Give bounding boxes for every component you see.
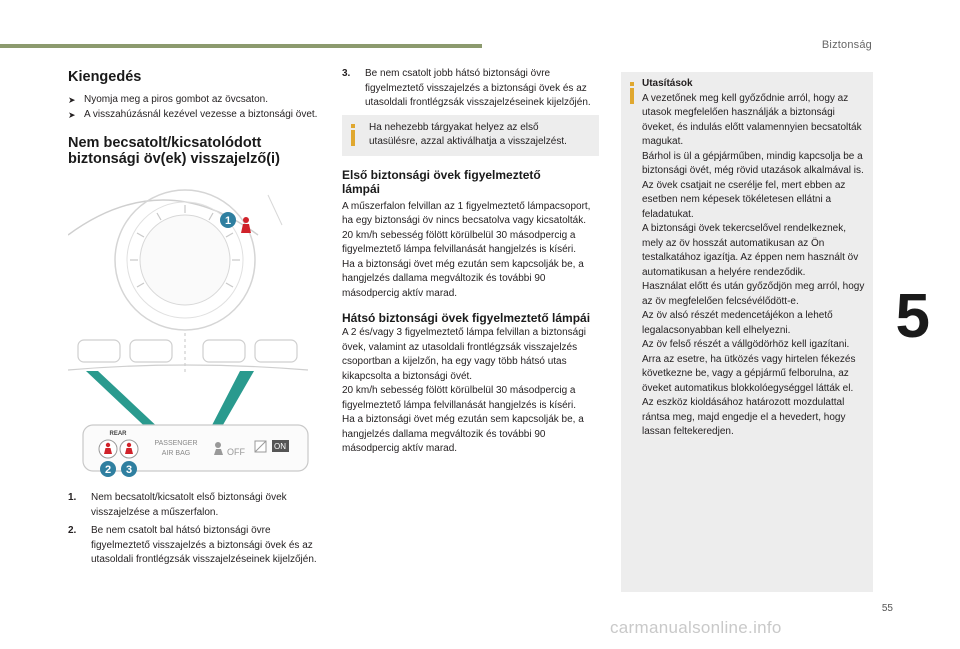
column-left	[68, 66, 318, 572]
release-item: ➤ Nyomja meg a piros gombot az övcsaton.	[68, 93, 318, 108]
indicator-heading: Nem becsatolt/kicsatolódott biztonsági öv(ek) visszajelző(i)	[68, 135, 280, 167]
page-number: 55	[881, 603, 893, 614]
legend-item-1: 1. Nem becsatolt/kicsatolt első biztonsági övek visszajelzése a műszerfalon.	[68, 492, 287, 518]
passenger-label: PASSENGER	[154, 440, 198, 447]
instructions-box	[621, 72, 873, 592]
front-lamps-heading: Első biztonsági övek figyelmeztető lámpái	[342, 167, 541, 196]
rear-label: REAR	[109, 431, 127, 437]
section-label: Biztonság	[821, 39, 872, 51]
rear-paragraph: A 2 és/vagy 3 figyelmeztető lámpa felvillan a biztonsági övek, valamint az utasoldali frontlégzsák visszajelzés csoportban a kijelzőn, ha egy vagy több hátsó utas kikapcsolta a biztonsági övét.	[342, 327, 587, 382]
seatbelt-indicator-illustration	[68, 175, 318, 485]
legend-list	[68, 491, 318, 568]
svg-text:OFF: OFF	[227, 447, 245, 457]
instructions-line: Használat előtt és után győződjön meg arról, hogy az öv megfelelően felcsévélődött-e.	[642, 281, 865, 307]
release-item: ➤ A visszahúzásnál kezével vezesse a biztonsági övet.	[68, 108, 318, 123]
svg-text:1: 1	[224, 215, 232, 227]
header-accent-bar	[0, 44, 482, 48]
instructions-line: A biztonsági övek tekercselővel rendelkeznek, mely az öv hosszát automatikusan az Ön testalkatához igazítja. Az éppen nem használt öv automatikusan a helyére rendeződik.	[642, 223, 859, 278]
chapter-number: 5	[895, 282, 930, 351]
info-text: Ha nehezebb tárgyakat helyez az első utasülésre, azzal aktiválhatja a visszajelzést.	[369, 121, 567, 147]
dashboard-sketch	[68, 333, 308, 373]
svg-text:3: 3	[125, 464, 133, 476]
front-paragraph: Ha a biztonsági övet még ezután sem kapcsolják be, a hangjelzés dallama megváltozik és további 90 másodpercig aktív marad.	[342, 258, 584, 299]
airbag-label: AIR BAG	[161, 450, 191, 457]
legend-item-3: 3. Be nem csatolt jobb hátsó biztonsági övre figyelmeztető visszajelzés a biztonsági övek és az utasoldali frontlégzsák visszajelzéseinek kijelzőjén.	[342, 68, 591, 108]
front-paragraph: A műszerfalon felvillan az 1 figyelmeztető lámpacsoport, ha egy biztonsági öv nincs becsatolva vagy kicsatolták.	[342, 200, 591, 226]
callout-1	[220, 212, 236, 228]
legend-item-2: 2. Be nem csatolt bal hátsó biztonsági övre figyelmeztető visszajelzés a biztonsági övek és az utasoldali frontlégzsák visszajelzéseinek kijelzőjén.	[68, 525, 317, 565]
bullet-icon: ➤	[68, 109, 76, 120]
rear-lamps-heading: Hátsó biztonsági övek figyelmeztető lámpái	[342, 311, 591, 325]
info-icon	[630, 82, 634, 104]
svg-text:2: 2	[104, 464, 112, 476]
rear-paragraph: 20 km/h sebesség fölött körülbelül 30 másodpercig a figyelmeztető lámpa felvillanását hangjelzés is kíséri.	[342, 385, 576, 411]
watermark: carmanualsonline.info	[610, 618, 782, 637]
rear-paragraph: Ha a biztonsági övet még ezután sem kapcsolják be, a hangjelzés dallama megváltozik és további 90 másodpercig aktív marad.	[342, 414, 584, 454]
info-icon	[351, 124, 355, 146]
instructions-line: A vezetőnek meg kell győződnie arról, hogy az utasok megfelelően használják a biztonsági öveket, és indulás előtt valamennyien becsatolták magukat.	[642, 92, 862, 147]
info-box	[342, 115, 599, 156]
front-paragraph: 20 km/h sebesség fölött körülbelül 30 másodpercig a figyelmeztető lámpa felvillanását hangjelzés is kíséri.	[342, 229, 576, 255]
instructions-title: Utasítások	[642, 78, 693, 89]
instructions-line: Arra az esetre, ha ütközés vagy hirtelen fékezés következne be, vagy a gépjármű felborulna, az öveket automatikus blokkolóegységgel látták el. Az eszköz kioldásához határozott mozdulattal rántsa meg, majd engedje el a hevedert, hogy lassan feltekeredjen.	[642, 353, 856, 437]
release-list	[68, 93, 318, 122]
callout-2	[100, 461, 116, 477]
release-heading: Kiengedés	[68, 69, 142, 85]
instructions-line: Az öv alsó részét medencetájékon a lehető legalacsonyabban kell elhelyezni.	[642, 310, 833, 336]
svg-text:ON: ON	[274, 442, 286, 451]
bullet-icon: ➤	[68, 95, 76, 105]
instructions-line: Az övek csatjait ne cserélje fel, mert ebben az esetben nem képesek tökéletesen ellátni a feladatukat.	[642, 179, 846, 220]
instructions-line: Az öv felső részét a vállgödörhöz kell igazítani.	[642, 339, 850, 350]
callout-3	[121, 461, 137, 477]
instructions-line: Bárhol is ül a gépjárműben, mindig kapcsolja be a biztonsági övét, még rövid utazások alkalmával is.	[642, 150, 864, 176]
airbag-on-icon	[255, 440, 289, 452]
legend-list-cont	[342, 67, 599, 111]
column-middle	[342, 67, 599, 457]
